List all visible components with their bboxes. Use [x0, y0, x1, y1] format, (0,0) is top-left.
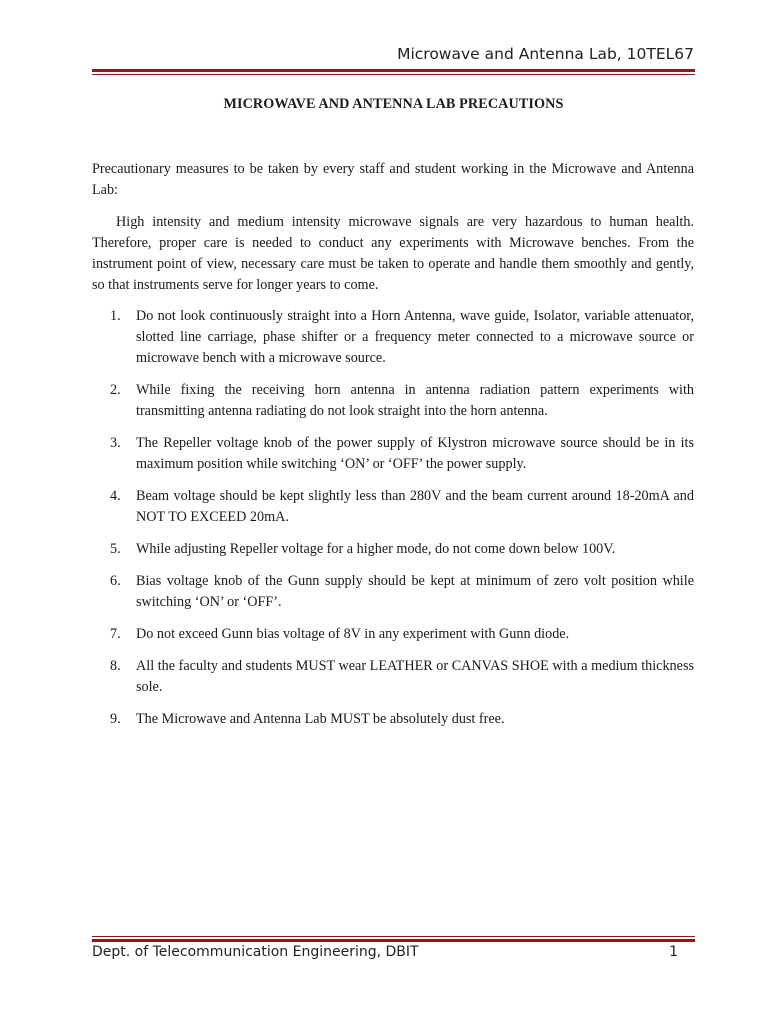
list-item-text: Do not exceed Gunn bias voltage of 8V in any experiment with Gunn diode.: [136, 626, 570, 642]
list-item-text: All the faculty and students MUST wear LEATHER or CANVAS SHOE with a medium thickness sole.: [136, 658, 694, 695]
page-footer: Dept. of Telecommunication Engineering, DBIT: [92, 944, 419, 960]
footer-rule-thick: [92, 939, 695, 942]
list-item-number: 4.: [110, 488, 121, 504]
list-item-number: 9.: [110, 711, 121, 727]
list-item: [92, 433, 694, 475]
list-item: [92, 709, 694, 730]
list-item: [92, 380, 694, 422]
list-item: [92, 539, 694, 560]
list-item: [92, 486, 694, 528]
list-item-number: 2.: [110, 382, 121, 398]
list-item-number: 8.: [110, 658, 121, 674]
header-rule-thin: [92, 74, 695, 75]
page-header: Microwave and Antenna Lab, 10TEL67: [397, 45, 694, 63]
list-item-text: Do not look continuously straight into a Horn Antenna, wave guide, Isolator, variable attenuator, slotted line carriage, phase shifter or a frequency meter connected to a microwave source or microwave bench with a microwave source.: [136, 308, 694, 366]
list-item-text: Beam voltage should be kept slightly less than 280V and the beam current around 18-20mA and NOT TO EXCEED 20mA.: [136, 488, 694, 525]
hazard-paragraph: High intensity and medium intensity microwave signals are very hazardous to human health. Therefore, proper care is needed to conduct any experiments with Microwave benches. From the instrument point of view, necessary care must be taken to operate and handle them smoothly and gently, so that instruments serve for longer years to come.: [92, 214, 694, 293]
document-title: MICROWAVE AND ANTENNA LAB PRECAUTIONS: [223, 96, 564, 112]
list-item-number: 7.: [110, 626, 121, 642]
list-item: [92, 624, 694, 645]
list-item-text: The Microwave and Antenna Lab MUST be absolutely dust free.: [136, 711, 505, 727]
list-item-text: While fixing the receiving horn antenna in antenna radiation pattern experiments with transmitting antenna radiating do not look straight into the horn antenna.: [136, 382, 694, 419]
list-item-text: The Repeller voltage knob of the power supply of Klystron microwave source should be in its maximum position while switching ‘ON’ or ‘OFF’ the power supply.: [136, 435, 694, 472]
precautions-list: [92, 306, 694, 741]
list-item-number: 6.: [110, 573, 121, 589]
page-number: 1: [669, 944, 678, 960]
intro-text: Precautionary measures to be taken by every staff and student working in the Microwave and Antenna Lab:: [92, 161, 694, 198]
list-item: [92, 306, 694, 369]
list-item-number: 1.: [110, 308, 121, 324]
list-item-text: Bias voltage knob of the Gunn supply should be kept at minimum of zero volt position while switching ‘ON’ or ‘OFF’.: [136, 573, 694, 610]
list-item-text: While adjusting Repeller voltage for a higher mode, do not come down below 100V.: [136, 541, 616, 557]
list-item-number: 5.: [110, 541, 121, 557]
list-item: [92, 571, 694, 613]
footer-rule-thin: [92, 936, 695, 937]
list-item: [92, 656, 694, 698]
list-item-number: 3.: [110, 435, 121, 451]
header-rule-thick: [92, 69, 695, 72]
